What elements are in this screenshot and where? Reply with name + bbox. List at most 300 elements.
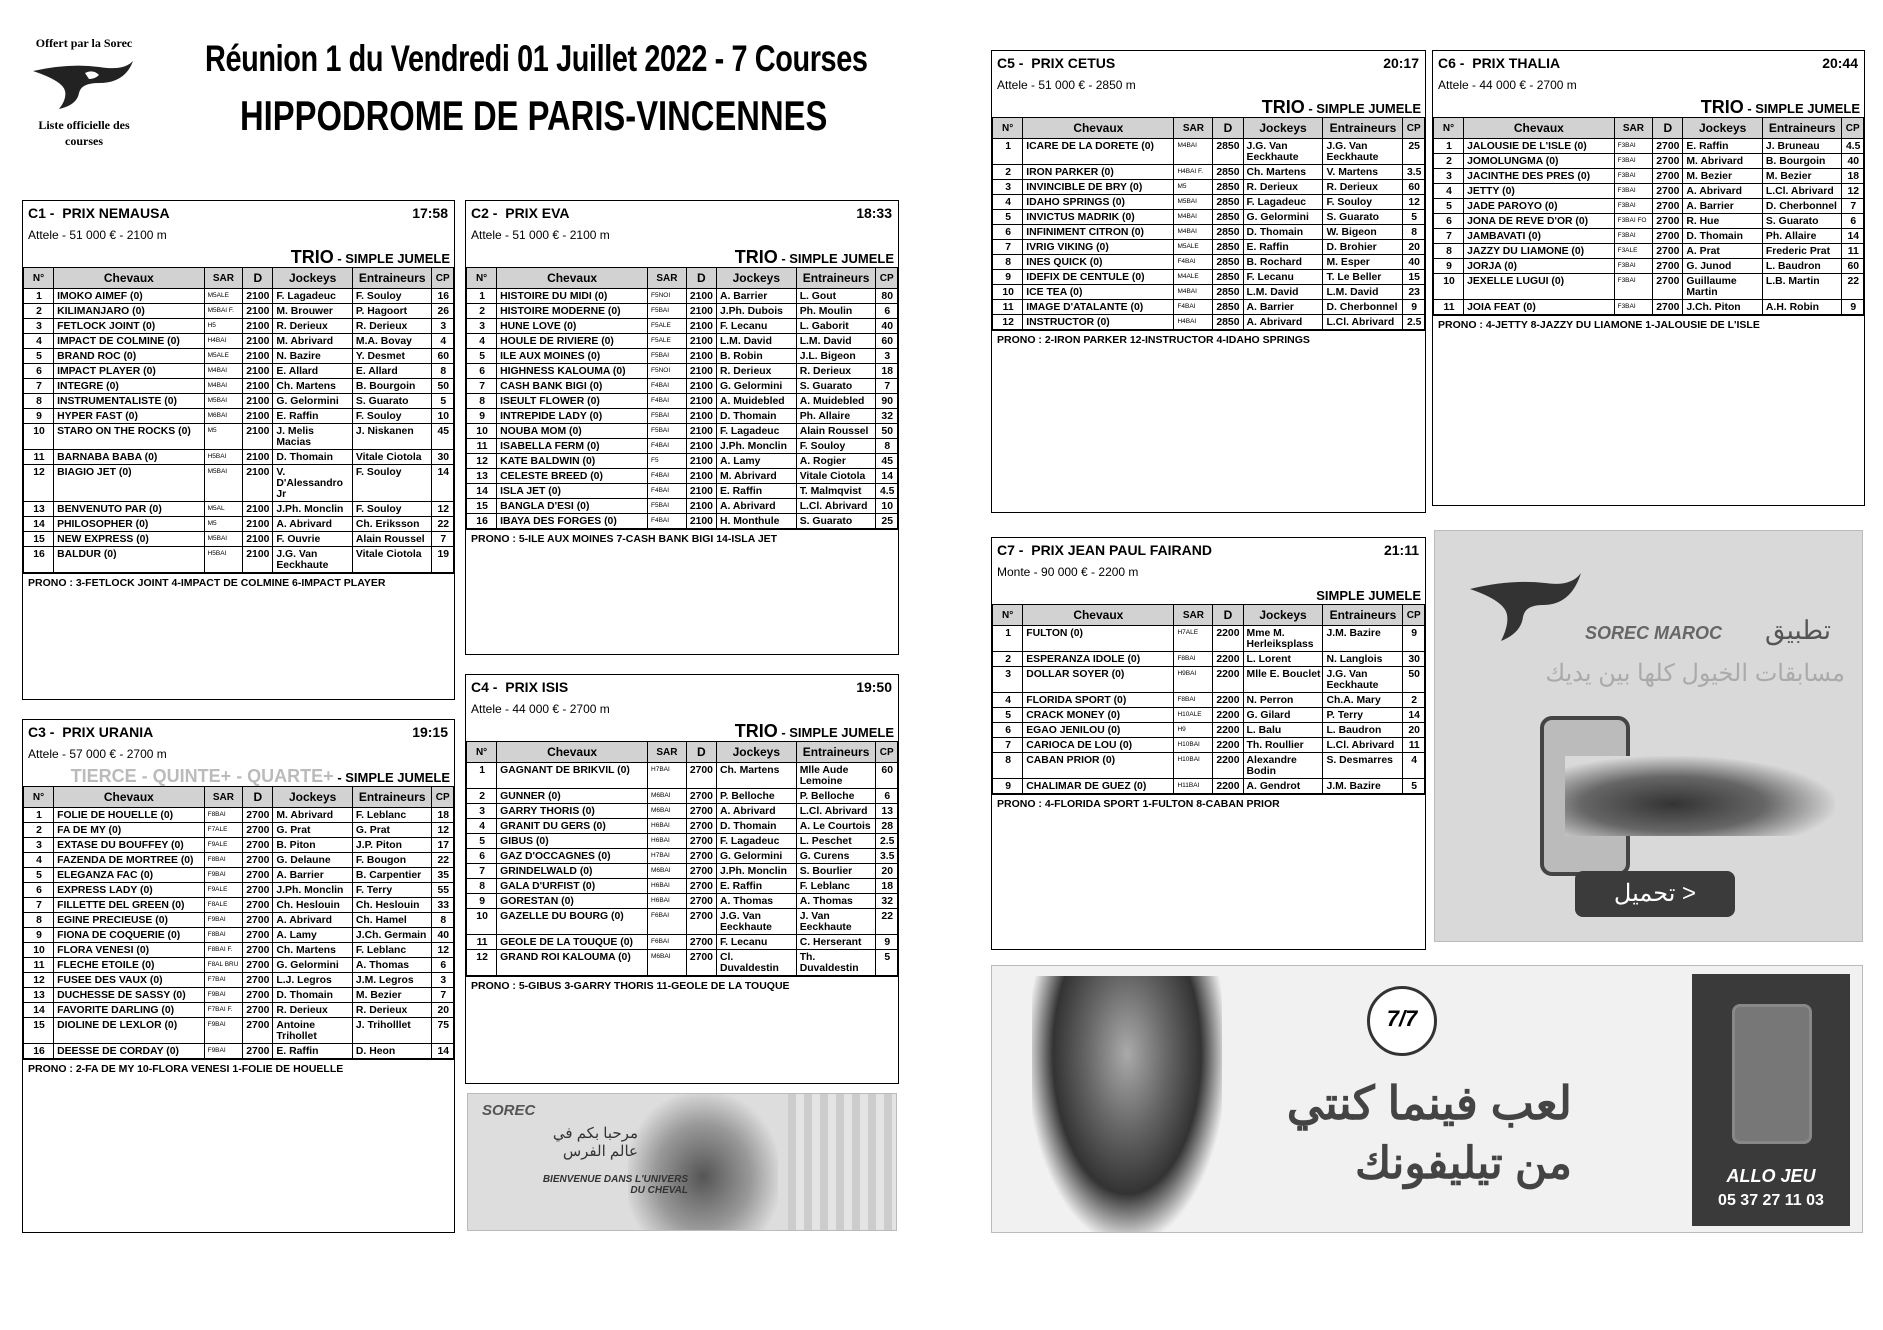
download-button[interactable]: تحميل > <box>1575 871 1735 917</box>
cell-horse: PHILOSOPHER (0) <box>54 517 205 532</box>
cell-cp: 75 <box>432 1018 454 1044</box>
cell-num: 1 <box>993 626 1023 652</box>
cell-num: 2 <box>24 304 54 319</box>
table-row <box>993 626 1425 652</box>
table-row <box>24 1044 454 1059</box>
cell-horse: IMAGE D'ATALANTE (0) <box>1023 300 1174 315</box>
cell-dist: 2700 <box>686 935 716 950</box>
cell-sar: H10ALE <box>1174 708 1213 723</box>
table-row <box>24 394 454 409</box>
cell-jockey: Ch. Heslouin <box>273 898 353 913</box>
table-row <box>24 465 454 502</box>
cell-horse: CHALIMAR DE GUEZ (0) <box>1023 779 1174 794</box>
cell-dist: 2700 <box>243 988 273 1003</box>
table-row <box>467 849 898 864</box>
table-row <box>993 240 1425 255</box>
race-prono: PRONO : 5-GIBUS 3-GARRY THORIS 11-GEOLE DE LA TOUQUE <box>466 976 898 998</box>
cell-cp: 40 <box>1842 154 1864 169</box>
cell-jockey: A. Barrier <box>1683 199 1763 214</box>
cell-num: 6 <box>993 723 1023 738</box>
cell-jockey: E. Raffin <box>716 484 796 499</box>
cell-num: 1 <box>1434 139 1464 154</box>
table-row <box>467 879 898 894</box>
cell-dist: 2200 <box>1213 779 1243 794</box>
bet-rest: - SIMPLE JUMELE <box>1743 101 1860 116</box>
cell-cp: 60 <box>1842 259 1864 274</box>
race-prono: PRONO : 3-FETLOCK JOINT 4-IMPACT DE COLMINE 6-IMPACT PLAYER <box>23 573 454 595</box>
from-phone-arabic: من تيليفونك <box>1355 1139 1572 1188</box>
cell-cp: 35 <box>432 868 454 883</box>
col-cp-header: CP <box>876 742 898 763</box>
cell-jockey: Alexandre Bodin <box>1243 753 1323 779</box>
cell-num: 9 <box>24 928 54 943</box>
cell-cp: 40 <box>1403 255 1425 270</box>
cell-num: 12 <box>467 950 497 976</box>
cell-cp: 6 <box>432 958 454 973</box>
race-c5 <box>991 50 1426 513</box>
cell-num: 3 <box>467 804 497 819</box>
cell-jockey: M. Abrivard <box>273 808 353 823</box>
cell-horse: CASH BANK BIGI (0) <box>497 379 648 394</box>
cell-sar: F3BAI FO <box>1614 214 1653 229</box>
cell-trainer: F. Souloy <box>352 289 432 304</box>
table-row <box>993 210 1425 225</box>
cell-num: 10 <box>1434 274 1464 300</box>
table-row <box>24 289 454 304</box>
cell-dist: 2700 <box>686 789 716 804</box>
table-row <box>24 319 454 334</box>
race-code: C5 - <box>997 55 1024 71</box>
table-row <box>1434 259 1864 274</box>
cell-jockey: F. Lagadeuc <box>273 289 353 304</box>
cell-cp: 12 <box>1842 184 1864 199</box>
cell-trainer: A. Thomas <box>352 958 432 973</box>
cell-jockey: A. Lamy <box>273 928 353 943</box>
cell-trainer: Mlle Aude Lemoine <box>796 763 876 789</box>
cell-trainer: J.G. Van Eeckhaute <box>1323 667 1403 693</box>
race-header <box>466 201 898 225</box>
cell-jockey: Antoine Trihollet <box>273 1018 353 1044</box>
cell-trainer: M.A. Bovay <box>352 334 432 349</box>
cell-sar: F4BAI <box>648 484 687 499</box>
cell-sar: H5BAI <box>204 547 243 573</box>
race-time: 17:58 <box>412 205 448 221</box>
cell-cp: 60 <box>1403 180 1425 195</box>
cell-num: 1 <box>993 139 1023 165</box>
cell-cp: 32 <box>876 409 898 424</box>
table-header-row <box>467 268 898 289</box>
cell-num: 11 <box>467 935 497 950</box>
cell-cp: 45 <box>876 454 898 469</box>
race-bet-types <box>992 95 1425 117</box>
cell-dist: 2700 <box>243 943 273 958</box>
cell-sar: M5BAI <box>204 394 243 409</box>
runners-table <box>466 741 898 976</box>
runners-table <box>466 267 898 529</box>
cell-jockey: E. Raffin <box>1683 139 1763 154</box>
cell-sar: F4BAI <box>1174 300 1213 315</box>
welcome-french: BIENVENUE DANS L'UNIVERS DU CHEVAL <box>542 1174 688 1196</box>
cell-cp: 8 <box>432 913 454 928</box>
table-row <box>24 913 454 928</box>
cell-sar: M5 <box>204 424 243 450</box>
cell-cp: 10 <box>432 409 454 424</box>
cell-sar: M4BAI <box>204 379 243 394</box>
cell-dist: 2850 <box>1213 300 1243 315</box>
cell-num: 1 <box>467 763 497 789</box>
cell-sar: F7ALE <box>204 823 243 838</box>
cell-sar: H6BAI <box>648 819 687 834</box>
table-row <box>1434 300 1864 315</box>
runners-table <box>23 267 454 573</box>
bet-rest: SIMPLE JUMELE <box>1316 588 1421 603</box>
cell-num: 6 <box>1434 214 1464 229</box>
table-header-row <box>993 118 1425 139</box>
cell-dist: 2100 <box>686 334 716 349</box>
cell-trainer: D. Cherbonnel <box>1323 300 1403 315</box>
cell-cp: 80 <box>876 289 898 304</box>
cell-trainer: J.M. Bazire <box>1323 779 1403 794</box>
cell-jockey: G. Gelormini <box>716 849 796 864</box>
cell-sar: H7BAI <box>648 849 687 864</box>
cell-horse: INTREPIDE LADY (0) <box>497 409 648 424</box>
cell-num: 4 <box>993 693 1023 708</box>
bet-main: TRIO <box>1261 97 1305 117</box>
cell-dist: 2700 <box>243 958 273 973</box>
cell-dist: 2700 <box>243 808 273 823</box>
cell-num: 13 <box>467 469 497 484</box>
cell-jockey: G. Gilard <box>1243 708 1323 723</box>
cell-num: 2 <box>993 165 1023 180</box>
cell-trainer: Ch.A. Mary <box>1323 693 1403 708</box>
table-row <box>993 255 1425 270</box>
cell-horse: FAVORITE DARLING (0) <box>54 1003 205 1018</box>
col-horse-header: Chevaux <box>497 268 648 289</box>
col-dist-header: D <box>686 742 716 763</box>
cell-dist: 2100 <box>243 517 273 532</box>
cell-jockey: N. Perron <box>1243 693 1323 708</box>
cell-horse: IMOKO AIMEF (0) <box>54 289 205 304</box>
cell-dist: 2700 <box>1653 259 1683 274</box>
cell-dist: 2200 <box>1213 667 1243 693</box>
col-num-header: N° <box>993 118 1023 139</box>
cell-trainer: J.G. Van Eeckhaute <box>1323 139 1403 165</box>
cell-jockey: G. Delaune <box>273 853 353 868</box>
col-jockey-header: Jockeys <box>716 268 796 289</box>
table-row <box>24 364 454 379</box>
cell-cp: 3.5 <box>1403 165 1425 180</box>
race-header <box>1433 51 1864 75</box>
arch-pattern <box>788 1094 897 1231</box>
cell-jockey: F. Ouvrie <box>273 532 353 547</box>
cell-sar: M5ALE <box>204 349 243 364</box>
race-info: Attele - 44 000 € - 2700 m <box>1438 78 1577 92</box>
cell-sar: H4BAI <box>204 334 243 349</box>
cell-cp: 10 <box>876 499 898 514</box>
cell-sar: M5ALE <box>204 289 243 304</box>
cell-horse: FETLOCK JOINT (0) <box>54 319 205 334</box>
cell-num: 4 <box>467 819 497 834</box>
cell-dist: 2700 <box>1653 274 1683 300</box>
cell-trainer: P. Hagoort <box>352 304 432 319</box>
cell-trainer: S. Bourlier <box>796 864 876 879</box>
cell-sar: F3BAI <box>1614 300 1653 315</box>
cell-jockey: L.M. David <box>716 334 796 349</box>
cell-jockey: L. Lorent <box>1243 652 1323 667</box>
cell-horse: IBAYA DES FORGES (0) <box>497 514 648 529</box>
race-info: Attele - 51 000 € - 2850 m <box>997 78 1136 92</box>
cell-num: 9 <box>467 409 497 424</box>
table-row <box>467 334 898 349</box>
cell-num: 3 <box>24 838 54 853</box>
app-slogan: مسابقات الخيول كلها بين يديك <box>1545 660 1845 687</box>
cell-sar: H6BAI <box>648 894 687 909</box>
cell-cp: 50 <box>432 379 454 394</box>
cell-sar: F5 <box>648 454 687 469</box>
cell-jockey: F. Lecanu <box>1243 270 1323 285</box>
col-sar-header: SAR <box>648 268 687 289</box>
cell-horse: BANGLA D'ESI (0) <box>497 499 648 514</box>
cell-num: 3 <box>24 319 54 334</box>
table-row <box>993 285 1425 300</box>
cell-trainer: R. Derieux <box>1323 180 1403 195</box>
cell-trainer: Ph. Allaire <box>796 409 876 424</box>
cell-num: 4 <box>467 334 497 349</box>
col-trainer-header: Entraineurs <box>352 268 432 289</box>
cell-sar: H9BAI <box>1174 667 1213 693</box>
cell-num: 15 <box>24 1018 54 1044</box>
col-sar-header: SAR <box>1174 118 1213 139</box>
cell-jockey: L.M. David <box>1243 285 1323 300</box>
cell-trainer: Vitale Ciotola <box>796 469 876 484</box>
cell-horse: FOLIE DE HOUELLE (0) <box>54 808 205 823</box>
cell-cp: 22 <box>432 517 454 532</box>
cell-cp: 3 <box>432 973 454 988</box>
col-trainer-header: Entraineurs <box>1762 118 1842 139</box>
cell-trainer: Y. Desmet <box>352 349 432 364</box>
cell-jockey: A. Barrier <box>1243 300 1323 315</box>
col-jockey-header: Jockeys <box>1243 605 1323 626</box>
table-row <box>24 1003 454 1018</box>
cell-trainer: J. Triholllet <box>352 1018 432 1044</box>
cell-sar: F4BAI <box>648 514 687 529</box>
cell-cp: 4 <box>432 334 454 349</box>
cell-sar: F3BAI <box>1614 154 1653 169</box>
cell-num: 1 <box>467 289 497 304</box>
cell-trainer: Ph. Moulin <box>796 304 876 319</box>
cell-dist: 2700 <box>243 1003 273 1018</box>
cell-jockey: Ch. Martens <box>273 943 353 958</box>
table-row <box>993 652 1425 667</box>
cell-cp: 20 <box>876 864 898 879</box>
cell-trainer: R. Derieux <box>352 1003 432 1018</box>
cell-horse: GUNNER (0) <box>497 789 648 804</box>
cell-num: 7 <box>467 864 497 879</box>
cell-horse: IMPACT DE COLMINE (0) <box>54 334 205 349</box>
col-trainer-header: Entraineurs <box>1323 605 1403 626</box>
cell-sar: F9BAI <box>204 868 243 883</box>
cell-horse: GAZELLE DU BOURG (0) <box>497 909 648 935</box>
cell-trainer: L.B. Martin <box>1762 274 1842 300</box>
cell-cp: 60 <box>432 349 454 364</box>
cell-jockey: R. Derieux <box>716 364 796 379</box>
bet-main: TRIO <box>734 721 778 741</box>
cell-jockey: D. Thomain <box>273 988 353 1003</box>
col-trainer-header: Entraineurs <box>352 787 432 808</box>
table-row <box>24 304 454 319</box>
cell-horse: HISTOIRE DU MIDI (0) <box>497 289 648 304</box>
cell-cp: 22 <box>432 853 454 868</box>
cell-cp: 3 <box>876 349 898 364</box>
cell-horse: GALA D'URFIST (0) <box>497 879 648 894</box>
table-row <box>993 708 1425 723</box>
cell-num: 10 <box>24 943 54 958</box>
cell-jockey: E. Raffin <box>1243 240 1323 255</box>
cell-horse: ICE TEA (0) <box>1023 285 1174 300</box>
cell-jockey: F. Lecanu <box>716 319 796 334</box>
cell-dist: 2100 <box>686 469 716 484</box>
table-row <box>467 484 898 499</box>
cell-cp: 7 <box>432 988 454 1003</box>
race-bet-types <box>23 764 454 786</box>
cell-num: 2 <box>24 823 54 838</box>
cell-sar: F5BAI <box>648 409 687 424</box>
cell-cp: 18 <box>876 879 898 894</box>
cell-horse: FLORA VENESI (0) <box>54 943 205 958</box>
cell-trainer: J.M. Bazire <box>1323 626 1403 652</box>
cell-dist: 2100 <box>686 484 716 499</box>
cell-horse: INES QUICK (0) <box>1023 255 1174 270</box>
cell-num: 8 <box>1434 244 1464 259</box>
cell-num: 2 <box>993 652 1023 667</box>
cell-jockey: A. Muidebled <box>716 394 796 409</box>
cell-dist: 2100 <box>243 532 273 547</box>
cell-dist: 2850 <box>1213 210 1243 225</box>
cell-horse: KATE BALDWIN (0) <box>497 454 648 469</box>
cell-num: 10 <box>467 909 497 935</box>
cell-sar: F8BAI <box>204 853 243 868</box>
cell-dist: 2700 <box>686 804 716 819</box>
cell-dist: 2100 <box>243 394 273 409</box>
table-row <box>467 469 898 484</box>
col-trainer-header: Entraineurs <box>796 742 876 763</box>
cell-dist: 2700 <box>1653 184 1683 199</box>
race-name: PRIX THALIA <box>1472 55 1561 71</box>
bet-main: TRIO <box>1700 97 1744 117</box>
cell-cp: 40 <box>876 319 898 334</box>
col-sar-header: SAR <box>1174 605 1213 626</box>
cell-sar: F5NOI <box>648 364 687 379</box>
table-row <box>467 950 898 976</box>
cell-dist: 2200 <box>1213 738 1243 753</box>
runners-table <box>992 117 1425 330</box>
race-bet-types <box>1433 95 1864 117</box>
cell-horse: NEW EXPRESS (0) <box>54 532 205 547</box>
cell-jockey: A. Lamy <box>716 454 796 469</box>
col-dist-header: D <box>243 787 273 808</box>
cell-sar: F3BAI <box>1614 184 1653 199</box>
cell-sar: H4BAI <box>1174 315 1213 330</box>
bet-main: TIERCE - QUINTE+ - QUARTE+ <box>70 766 334 786</box>
table-row <box>993 270 1425 285</box>
cell-cp: 20 <box>1403 240 1425 255</box>
cell-num: 9 <box>993 779 1023 794</box>
cell-horse: JAZZY DU LIAMONE (0) <box>1464 244 1615 259</box>
cell-cp: 5 <box>876 950 898 976</box>
cell-dist: 2100 <box>243 409 273 424</box>
cell-dist: 2100 <box>686 319 716 334</box>
cell-horse: HUNE LOVE (0) <box>497 319 648 334</box>
table-row <box>467 864 898 879</box>
welcome-arabic: مرحبا بكم في عالم الفرس <box>552 1125 638 1160</box>
cell-dist: 2100 <box>243 304 273 319</box>
cell-dist: 2700 <box>1653 244 1683 259</box>
cell-sar: F3BAI <box>1614 259 1653 274</box>
col-cp-header: CP <box>1403 118 1425 139</box>
cell-trainer: A. Rogier <box>796 454 876 469</box>
cell-sar: M4BAI <box>204 364 243 379</box>
race-bet-types <box>992 582 1425 604</box>
cell-dist: 2700 <box>686 849 716 864</box>
cell-num: 7 <box>24 898 54 913</box>
cell-sar: H7ALE <box>1174 626 1213 652</box>
table-header-row <box>24 268 454 289</box>
cell-dist: 2100 <box>686 349 716 364</box>
cell-horse: HYPER FAST (0) <box>54 409 205 424</box>
bet-rest: - SIMPLE JUMELE <box>777 725 894 740</box>
cell-num: 5 <box>1434 199 1464 214</box>
col-num-header: N° <box>1434 118 1464 139</box>
cell-num: 8 <box>24 394 54 409</box>
cell-num: 2 <box>1434 154 1464 169</box>
cell-dist: 2700 <box>243 1044 273 1059</box>
cell-dist: 2700 <box>686 819 716 834</box>
cell-horse: INVICTUS MADRIK (0) <box>1023 210 1174 225</box>
table-row <box>993 139 1425 165</box>
cell-dist: 2200 <box>1213 708 1243 723</box>
cell-cp: 26 <box>432 304 454 319</box>
cell-horse: EXPRESS LADY (0) <box>54 883 205 898</box>
cell-dist: 2100 <box>243 319 273 334</box>
cell-cp: 12 <box>1403 195 1425 210</box>
cell-cp: 60 <box>876 763 898 789</box>
cell-horse: BENVENUTO PAR (0) <box>54 502 205 517</box>
cell-jockey: A. Gendrot <box>1243 779 1323 794</box>
col-jockey-header: Jockeys <box>716 742 796 763</box>
cell-horse: GORESTAN (0) <box>497 894 648 909</box>
cell-jockey: F. Lagadeuc <box>716 424 796 439</box>
cell-cp: 6 <box>876 304 898 319</box>
race-prono: PRONO : 2-FA DE MY 10-FLORA VENESI 1-FOLIE DE HOUELLE <box>23 1059 454 1081</box>
cell-jockey: Ch. Martens <box>716 763 796 789</box>
cell-sar: F5BAI <box>648 499 687 514</box>
cell-trainer: P. Terry <box>1323 708 1403 723</box>
cell-trainer: A. Le Courtois <box>796 819 876 834</box>
cell-trainer: R. Derieux <box>352 319 432 334</box>
cell-sar: F8AL BRU <box>204 958 243 973</box>
cell-horse: IVRIG VIKING (0) <box>1023 240 1174 255</box>
table-row <box>1434 184 1864 199</box>
col-num-header: N° <box>467 268 497 289</box>
cell-trainer: L.Cl. Abrivard <box>1762 184 1842 199</box>
cell-dist: 2850 <box>1213 139 1243 165</box>
cell-num: 5 <box>993 708 1023 723</box>
cell-dist: 2200 <box>1213 753 1243 779</box>
cell-num: 3 <box>993 667 1023 693</box>
cell-cp: 9 <box>1842 300 1864 315</box>
cell-horse: HOULE DE RIVIERE (0) <box>497 334 648 349</box>
cell-horse: GARRY THORIS (0) <box>497 804 648 819</box>
